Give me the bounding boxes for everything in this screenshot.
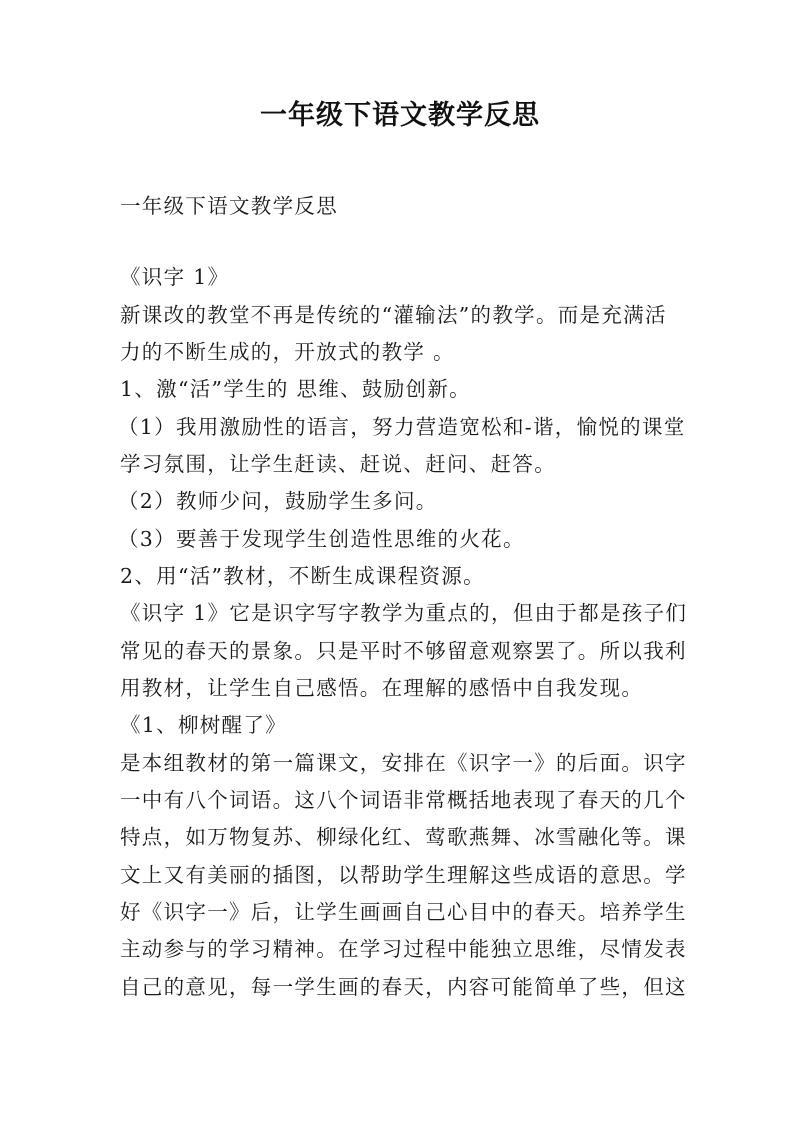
paragraph-line: 《识字 1》它是识字写字教学为重点的，但由于都是孩子们 [120, 601, 688, 625]
paragraph-line: 文上又有美丽的插图，以帮助学生理解这些成语的意思。学 [120, 863, 687, 887]
section-heading: 《识字 1》 [120, 265, 230, 289]
paragraph-line: 常见的春天的景象。只是平时不够留意观察罢了。所以我利 [120, 639, 687, 663]
list-item-heading: 1、激“活”学生的 思维、鼓励创新。 [120, 377, 471, 401]
paragraph-line: 力的不断生成的，开放式的教学 。 [120, 340, 455, 364]
paragraph-line: 好《识字一》后，让学生画画自己心目中的春天。培养学生 [120, 900, 687, 924]
list-subitem: （2）教师少问，鼓励学生多问。 [118, 489, 438, 513]
paragraph-line: 自己的意见，每一学生画的春天，内容可能简单了些，但这 [120, 975, 687, 999]
subtitle-line: 一年级下语文教学反思 [120, 194, 338, 218]
document-title: 一年级下语文教学反思 [260, 100, 540, 131]
list-subitem: （1）我用激励性的语言，努力营造宽松和-谐，愉悦的课堂 [118, 415, 686, 439]
list-subitem: （3）要善于发现学生创造性思维的火花。 [118, 527, 525, 551]
paragraph-line: 新课改的教堂不再是传统的“灌输法”的教学。而是充满活 [120, 303, 667, 327]
paragraph-line: 是本组教材的第一篇课文，安排在《识字一》的后面。识字 [120, 751, 687, 775]
paragraph-line: 用教材，让学生自己感悟。在理解的感悟中自我发现。 [120, 676, 644, 700]
paragraph-line: 学习氛围，让学生赶读、赶说、赶问、赶答。 [120, 452, 556, 476]
paragraph-line: 一中有八个词语。这八个词语非常概括地表现了春天的几个 [120, 788, 687, 812]
section-heading: 《1、柳树醒了》 [120, 713, 287, 737]
list-item-heading: 2、用“活”教材，不断生成课程资源。 [120, 564, 485, 588]
paragraph-line: 特点，如万物复苏、柳绿化红、莺歌燕舞、冰雪融化等。课 [120, 825, 687, 849]
paragraph-line: 主动参与的学习精神。在学习过程中能独立思维，尽情发表 [120, 937, 687, 961]
